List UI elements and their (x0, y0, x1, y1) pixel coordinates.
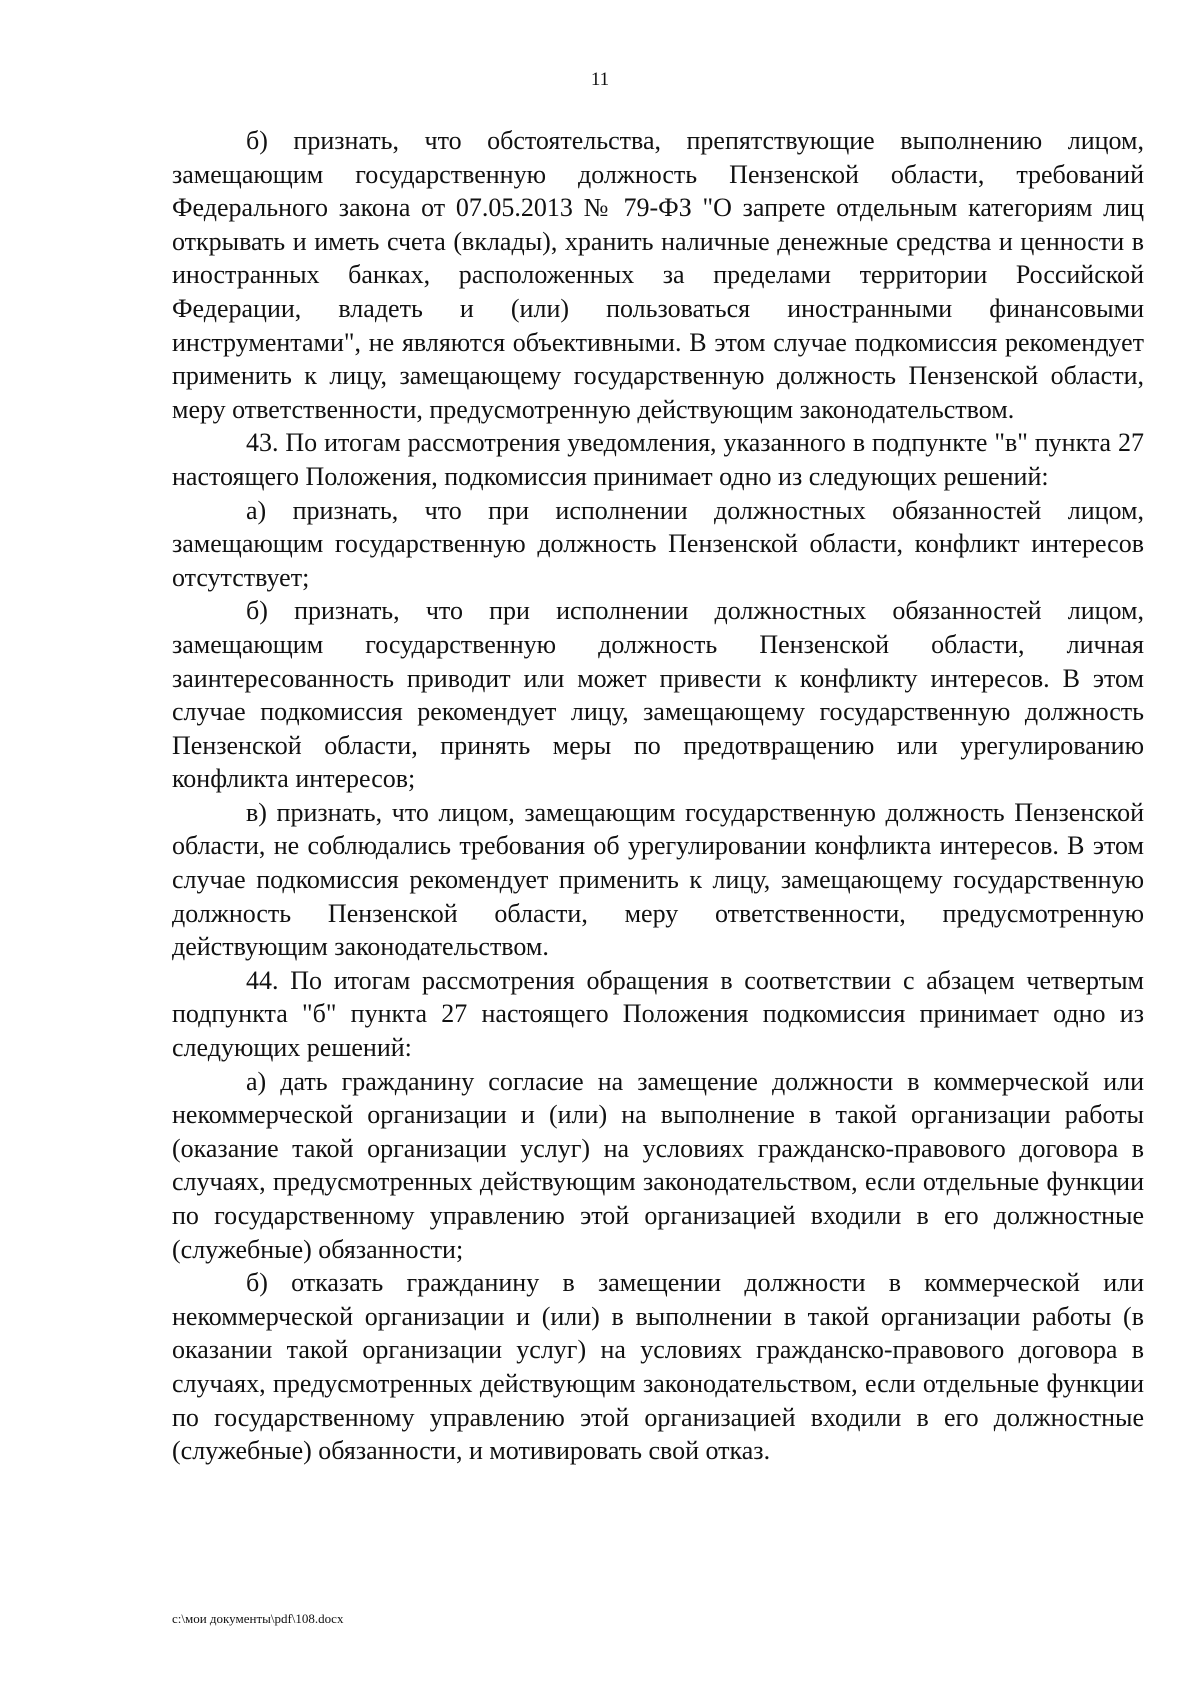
paragraph-44a: а) дать гражданину согласие на замещение должности в коммерческой или некоммерческой организации и (или) на выполнение в такой организации работы (оказание такой организации услуг) на условиях гражданско-правового договора в случаях, предусмотренных действующим законодательством, если отдельные функции по государственному управлению этой организацией входили в его должностные (служебные) обязанности; (172, 1066, 1144, 1264)
paragraph-43: 43. По итогам рассмотрения уведомления, указанного в подпункте "в" пункта 27 настоящего Положения, подкомиссия принимает одно из следующих решений: (172, 428, 1144, 491)
page-number: 11 (590, 69, 610, 90)
document-body (172, 124, 1144, 1468)
footer-file-path: c:\мои документы\pdf\108.docx (172, 1611, 344, 1626)
paragraph-43v: в) признать, что лицом, замещающим государственную должность Пензенской области, не соблюдались требования об урегулировании конфликта интересов. В этом случае подкомиссия рекомендует применить к лицу, замещающему государственную должность Пензенской области, меру ответственности, предусмотренную действующим законодательством. (172, 797, 1144, 962)
paragraph-43a: а) признать, что при исполнении должностных обязанностей лицом, замещающим государственную должность Пензенской области, конфликт интересов отсутствует; (172, 495, 1144, 592)
paragraph-42b: б) признать, что обстоятельства, препятствующие выполнению лицом, замещающим государственную должность Пензенской области, требований Федерального закона от 07.05.2013 № 79-ФЗ "О запрете отдельным категориям лиц открывать и иметь счета (вклады), хранить наличные денежные средства и ценности в иностранных банках, расположенных за пределами территории Российской Федерации, владеть и (или) пользоваться иностранными финансовыми инструментами", не являются объективными. В этом случае подкомиссия рекомендует применить к лицу, замещающему государственную должность Пензенской области, меру ответственности, предусмотренную действующим законодательством. (172, 126, 1144, 424)
paragraph-44: 44. По итогам рассмотрения обращения в соответствии с абзацем четвертым подпункта "б" пункта 27 настоящего Положения подкомиссия принимает одно из следующих решений: (172, 965, 1144, 1063)
paragraph-43b: б) признать, что при исполнении должностных обязанностей лицом, замещающим государственную должность Пензенской области, личная заинтересованность приводит или может привести к конфликту интересов. В этом случае подкомиссия рекомендует лицу, замещающему государственную должность Пензенской области, принять меры по предотвращению или урегулированию конфликта интересов; (172, 596, 1144, 794)
paragraph-44b: б) отказать гражданину в замещении должности в коммерческой или некоммерческой организации и (или) в выполнении в такой организации работы (в оказании такой организации услуг) на условиях гражданско-правового договора в случаях, предусмотренных действующим законодательством, если отдельные функции по государственному управлению этой организацией входили в его должностные (служебные) обязанности, и мотивировать свой отказ. (172, 1268, 1144, 1466)
